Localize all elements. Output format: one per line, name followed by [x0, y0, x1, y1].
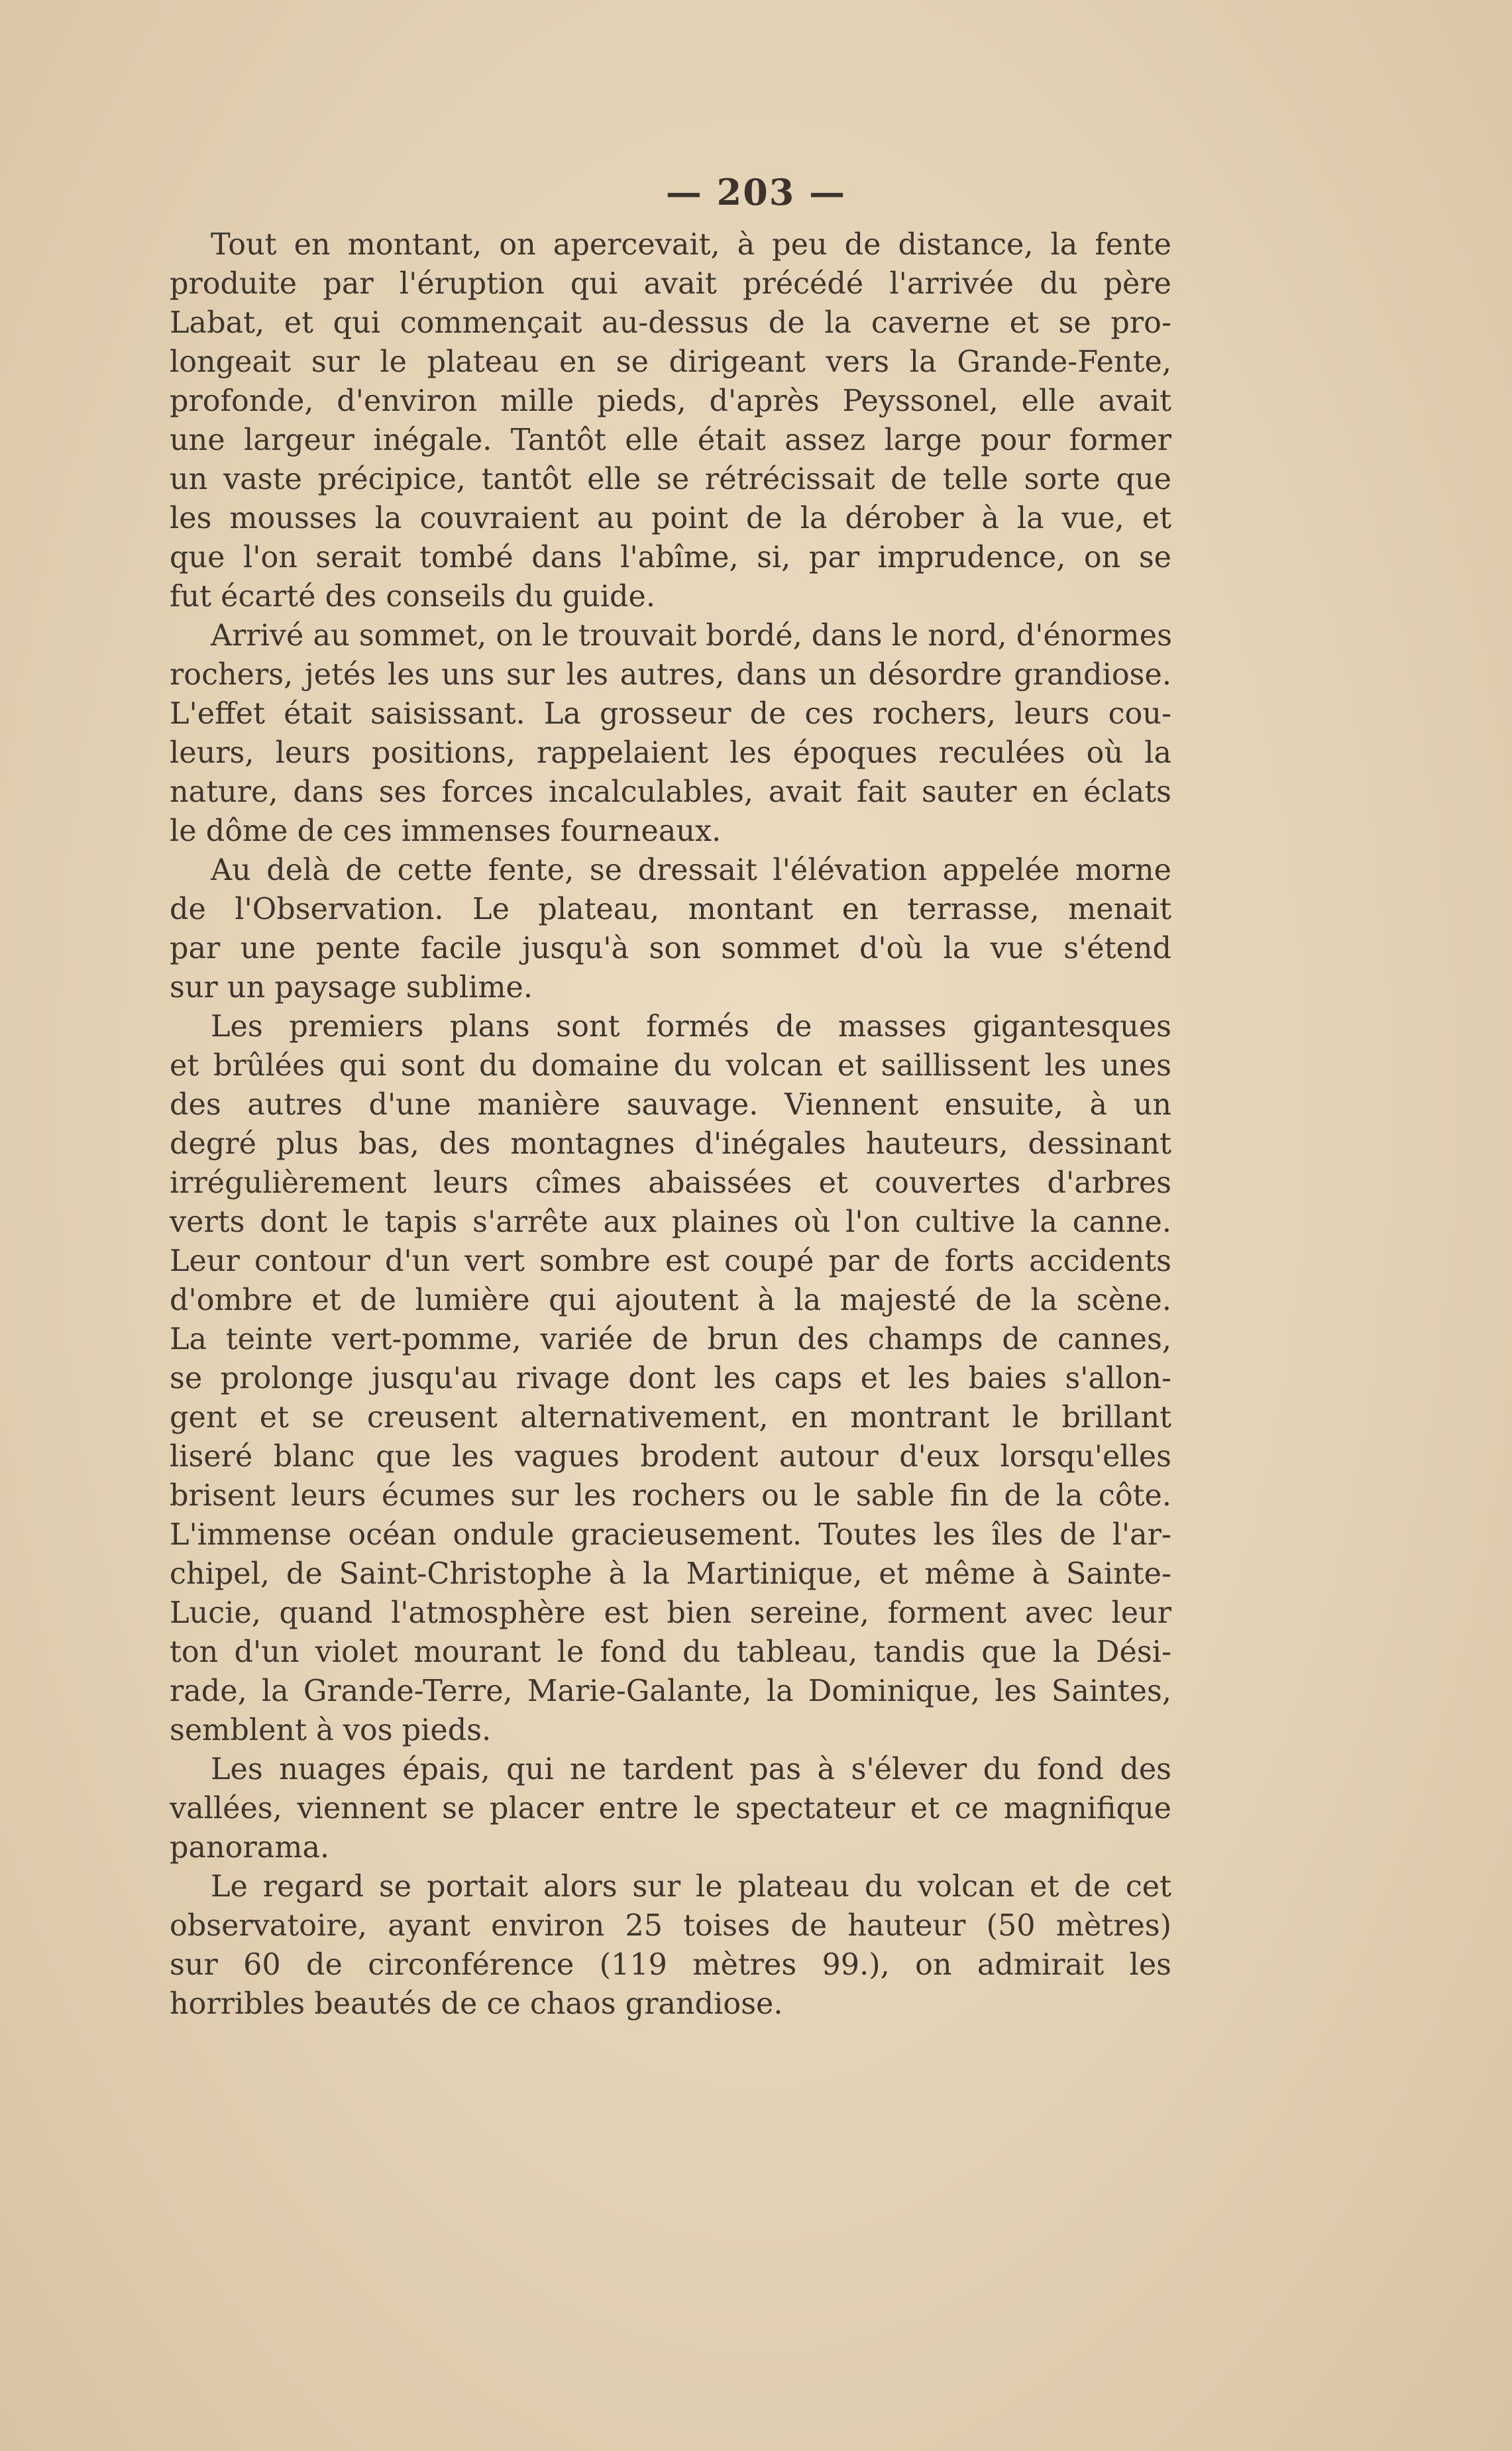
text-line: Les nuages épais, qui ne tardent pas à s'élever du fond des: [211, 1753, 1171, 1786]
text-line: leurs, leurs positions, rappelaient les époques reculées où la: [170, 736, 1171, 770]
text-line: produite par l'éruption qui avait précédé l'arrivée du père: [170, 267, 1171, 301]
text-line: gent et se creusent alternativement, en montrant le brillant: [170, 1401, 1171, 1435]
text-line: semblent à vos pieds.: [170, 1714, 492, 1747]
text-line: irrégulièrement leurs cîmes abaissées et couvertes d'arbres: [170, 1166, 1171, 1200]
page-number: — 203 —: [665, 171, 847, 213]
text-line: Les premiers plans sont formés de masses gigantesques: [211, 1010, 1171, 1044]
text-line: brisent leurs écumes sur les rochers ou le sable fin de la côte.: [170, 1479, 1171, 1513]
text-line: Lucie, quand l'atmosphère est bien sereine, forment avec leur: [170, 1596, 1171, 1630]
paragraph-5: [170, 1750, 1171, 1867]
text-line: Arrivé au sommet, on le trouvait bordé, dans le nord, d'énormes: [211, 619, 1172, 653]
text-line: observatoire, ayant environ 25 toises de hauteur (50 mètres): [170, 1909, 1171, 1943]
text-line: sur un paysage sublime.: [170, 971, 533, 1005]
text-line: Le regard se portait alors sur le plateau du volcan et de cet: [211, 1870, 1171, 1904]
text-line: longeait sur le plateau en se dirigeant vers la Grande-Fente,: [170, 345, 1171, 379]
paragraph-4: [170, 1007, 1171, 1750]
paragraph-1: [170, 225, 1171, 616]
text-line: Au delà de cette fente, se dressait l'élévation appelée morne: [211, 853, 1171, 887]
text-line: rochers, jetés les uns sur les autres, dans un désordre grandiose.: [170, 658, 1171, 692]
text-line: nature, dans ses forces incalculables, avait fait sauter en éclats: [170, 775, 1171, 809]
text-line: profonde, d'environ mille pieds, d'après Peyssonel, elle avait: [170, 384, 1171, 418]
text-line: sur 60 de circonférence (119 mètres 99.), on admirait les: [170, 1948, 1171, 1982]
text-line: La teinte vert-pomme, variée de brun des champs de cannes,: [170, 1323, 1171, 1356]
text-line: vallées, viennent se placer entre le spectateur et ce magnifique: [170, 1792, 1171, 1825]
text-line: verts dont le tapis s'arrête aux plaines où l'on cultive la canne.: [170, 1205, 1171, 1239]
paragraph-3: [170, 851, 1171, 1007]
text-line: degré plus bas, des montagnes d'inégales hauteurs, dessinant: [170, 1127, 1171, 1161]
text-line: de l'Observation. Le plateau, montant en terrasse, menait: [170, 893, 1171, 926]
text-line: le dôme de ces immenses fourneaux.: [170, 814, 722, 848]
text-line: par une pente facile jusqu'à son sommet d'où la vue s'étend: [170, 932, 1171, 965]
text-line: se prolonge jusqu'au rivage dont les caps et les baies s'allon-: [170, 1362, 1171, 1395]
text-line: un vaste précipice, tantôt elle se rétrécissait de telle sorte que: [170, 463, 1171, 496]
text-line: liseré blanc que les vagues brodent autour d'eux lorsqu'elles: [170, 1440, 1171, 1474]
paragraph-6: [170, 1867, 1171, 2024]
body-text: [170, 225, 1171, 2024]
text-line: fut écarté des conseils du guide.: [170, 580, 656, 614]
text-line: que l'on serait tombé dans l'abîme, si, par imprudence, on se: [170, 541, 1171, 574]
text-line: une largeur inégale. Tantôt elle était assez large pour former: [170, 423, 1171, 457]
text-line: L'effet était saisissant. La grosseur de ces rochers, leurs cou-: [170, 697, 1171, 731]
text-line: Labat, et qui commençait au-dessus de la caverne et se pro-: [170, 306, 1171, 340]
text-line: panorama.: [170, 1831, 330, 1865]
text-line: rade, la Grande-Terre, Marie-Galante, la Dominique, les Saintes,: [170, 1674, 1171, 1708]
text-line: Tout en montant, on apercevait, à peu de distance, la fente: [211, 228, 1171, 262]
text-line: chipel, de Saint-Christophe à la Martinique, et même à Sainte-: [170, 1557, 1171, 1591]
paragraph-2: [170, 616, 1171, 851]
text-line: Leur contour d'un vert sombre est coupé par de forts accidents: [170, 1244, 1171, 1278]
text-line: les mousses la couvraient au point de la dérober à la vue, et: [170, 502, 1171, 535]
text-line: d'ombre et de lumière qui ajoutent à la majesté de la scène.: [170, 1283, 1171, 1317]
text-line: des autres d'une manière sauvage. Viennent ensuite, à un: [170, 1088, 1171, 1122]
text-line: et brûlées qui sont du domaine du volcan et saillissent les unes: [170, 1049, 1171, 1083]
text-line: L'immense océan ondule gracieusement. Toutes les îles de l'ar-: [170, 1518, 1171, 1552]
text-line: horribles beautés de ce chaos grandiose.: [170, 1987, 783, 2021]
text-line: ton d'un violet mourant le fond du tableau, tandis que la Dési-: [170, 1635, 1171, 1669]
